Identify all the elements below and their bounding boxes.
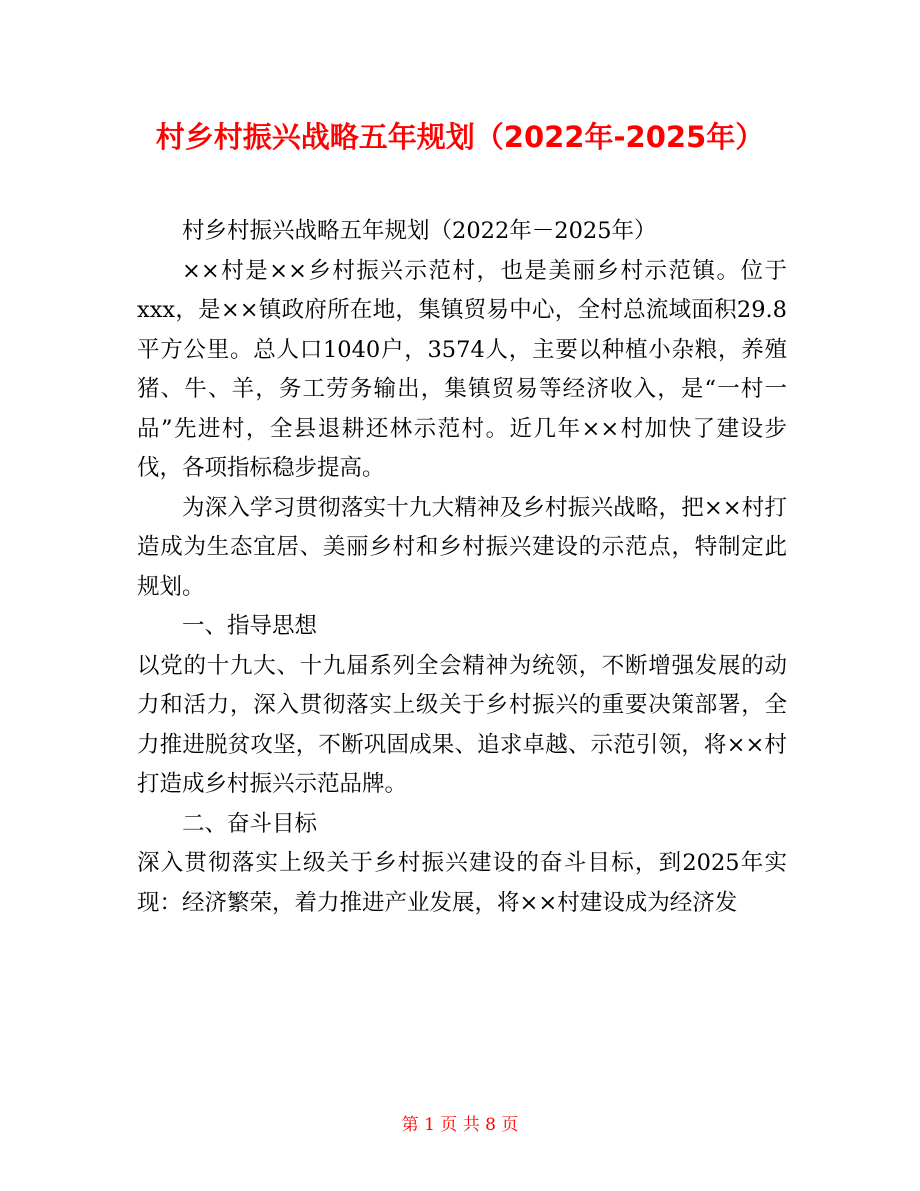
page-title: 村乡村振兴战略五年规划（2022年-2025年）: [155, 120, 765, 154]
page-number-footer: 第 1 页 共 8 页: [401, 1115, 519, 1135]
guiding-ideology-paragraph: 以党的十九大、十九届系列全会精神为统领，不断增强发展的动力和活力，深入贯彻落实上级关于乡村振兴的重要决策部署，全力推进脱贫攻坚，不断巩固成果、追求卓越、示范引领，将××村打造成乡村振兴示范品牌。: [137, 652, 787, 797]
section-heading-guiding-ideology: 一、指导思想: [182, 613, 318, 639]
purpose-paragraph: 为深入学习贯彻落实十九大精神及乡村振兴战略，把××村打造成为生态宜居、美丽乡村和乡村振兴建设的示范点，特制定此规划。: [137, 494, 787, 600]
goals-paragraph: 深入贯彻落实上级关于乡村振兴建设的奋斗目标，到2025年实现：经济繁荣，着力推进产业发展，将××村建设成为经济发: [137, 850, 787, 916]
document-body: [137, 212, 787, 923]
intro-paragraph: ××村是××乡村振兴示范村，也是美丽乡村示范镇。位于xxx，是××镇政府所在地，集镇贸易中心，全村总流域面积29.8平方公里。总人口1040户，3574人，主要以种植小杂粮，养殖猪、牛、羊，务工劳务输出，集镇贸易等经济收入，是“一村一品”先进村，全县退耕还林示范村。近几年××村加快了建设步伐，各项指标稳步提高。: [137, 257, 787, 481]
section-heading-goals: 二、奋斗目标: [182, 810, 318, 837]
subtitle-paragraph: 村乡村振兴战略五年规划（2022年－2025年）: [182, 218, 657, 244]
